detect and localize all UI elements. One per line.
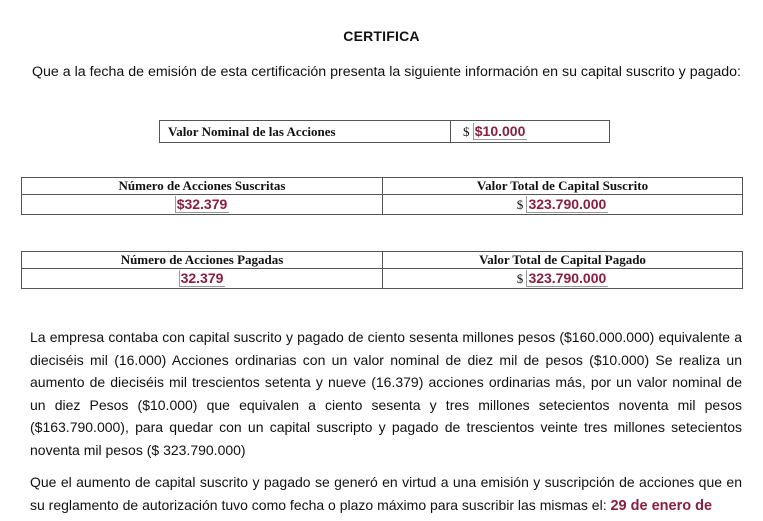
subscribed-capital-table — [21, 177, 743, 215]
paid-shares-cell — [22, 269, 383, 289]
capital-increase-text: Que el aumento de capital suscrito y pagado se generó en virtud a una emisión y suscripción de acciones que en su reglamento de autorización tuvo como fecha o plazo máximo para suscribir las mismas el: — [30, 474, 742, 513]
paid-value-cell — [383, 269, 743, 289]
header-subscribed-shares: Número de Acciones Suscritas — [22, 178, 383, 195]
subscribed-value: 323.790.000 — [528, 196, 607, 212]
deadline-date: 29 de enero de — [610, 497, 713, 514]
nominal-value: $10.000 — [474, 123, 526, 139]
currency-symbol: $ — [516, 197, 524, 212]
nominal-value-cell — [451, 121, 610, 143]
capital-increase-paragraph — [30, 471, 742, 517]
currency-symbol: $ — [516, 271, 524, 286]
document-title: CERTIFICA — [343, 28, 420, 44]
currency-symbol: $ — [463, 124, 470, 139]
paid-shares: 32.379 — [180, 270, 224, 286]
header-paid-value: Valor Total de Capital Pagado — [383, 252, 743, 269]
subscribed-shares: $32.379 — [176, 196, 228, 212]
capital-history-paragraph: La empresa contaba con capital suscrito y pagado de ciento sesenta millones pesos ($160.000.000) equivalente a dieciséis mil (16.000) Acciones ordinarias con un valor nominal de diez mil de pesos ($10.000) Se realiza un aumento de dieciséis mil trescientos setenta y nueve (16.379) acciones ordinarias más, por un valor nominal de un diez Pesos ($10.000) que equivalen a ciento sesenta y tres millones setecientos noventa mil pesos ($163.790.000), para quedar con un capital suscripto y pagado de trescientos veinte tres millones setecientos noventa mil pesos ($ 323.790.000) — [30, 329, 742, 458]
subscribed-value-cell — [383, 195, 743, 215]
nominal-value-table — [159, 120, 610, 143]
paid-value: 323.790.000 — [528, 270, 607, 286]
nominal-value-label: Valor Nominal de las Acciones — [160, 121, 451, 143]
subscribed-shares-cell — [22, 195, 383, 215]
header-subscribed-value: Valor Total de Capital Suscrito — [383, 178, 743, 195]
header-paid-shares: Número de Acciones Pagadas — [22, 252, 383, 269]
paid-capital-table — [21, 251, 743, 289]
intro-text: Que a la fecha de emisión de esta certificación presenta la siguiente información en su capital suscrito y pagado: — [32, 64, 741, 80]
